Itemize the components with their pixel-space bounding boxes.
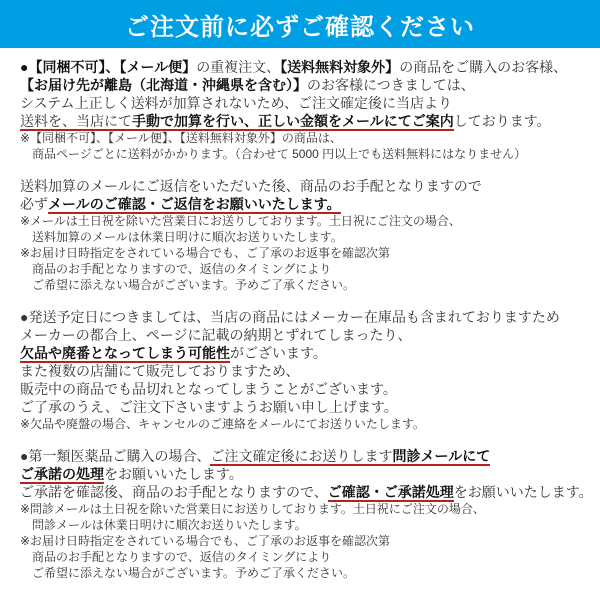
text-segment: ※欠品や廃盤の場合、キャンセルのご連絡をメールにてお送りいたします。	[20, 417, 425, 431]
text-line	[20, 177, 592, 195]
page-title: ご注文前に必ずご確認ください	[125, 13, 475, 41]
text-line	[20, 416, 592, 432]
text-segment: の重複注文、	[196, 59, 281, 75]
text-segment: メーカーの都合上、ページに記載の納期とずれてしまったり、	[20, 327, 412, 343]
text-line	[20, 533, 592, 549]
text-segment: ご承諾の処理	[20, 466, 104, 482]
text-segment: 【送料無料対象外】	[280, 59, 400, 75]
text-line	[20, 344, 592, 362]
text-segment: ご希望に添えない場合がございます。予めご了承ください。	[32, 566, 356, 580]
text-line	[20, 326, 592, 344]
text-segment: 商品のお手配となりますので、返信のタイミングにより	[32, 550, 332, 564]
notice-body	[0, 48, 600, 581]
text-segment: ※お届け日時指定をされている場合でも、ご了承のお返事を確認次第	[20, 534, 391, 548]
text-segment: ※問診メールは土日祝を除いた営業日にお送りしております。土日祝にご注文の場合、	[20, 502, 485, 516]
text-segment: 送料加算のメールにご返信をいただいた後、商品のお手配となりますので	[20, 178, 482, 194]
text-line	[20, 245, 592, 261]
text-segment: 販売中の商品でも品切れとなってしまうことがございます。	[20, 381, 397, 397]
text-segment: システム上正しく送料が加算されないため、ご注文確定後に当店より	[20, 95, 453, 111]
text-line	[20, 465, 592, 483]
notice-section	[20, 447, 592, 581]
text-line	[20, 213, 592, 229]
text-line	[20, 565, 592, 581]
text-line	[20, 549, 592, 565]
page-header	[0, 0, 600, 48]
notice-section	[20, 177, 592, 293]
text-segment: 手動で加算を行い、正しい金額をメールにてご案内	[132, 113, 454, 129]
text-line	[20, 501, 592, 517]
text-segment: 商品のお手配となりますので、返信のタイミングにより	[32, 262, 332, 276]
text-segment: をお願いいたします。	[104, 466, 243, 482]
text-segment: 送料加算のメールは休業日明けに順次お送りいたします。	[32, 230, 343, 244]
text-segment: ※メールは土日祝を除いた営業日にお送りしております。土日祝にご注文の場合、	[20, 214, 461, 228]
text-segment: 問診メールは休業日明けに順次お送りいたします。	[32, 518, 307, 532]
text-segment: ご承諾を確認後、商品のお手配となりますので、	[20, 484, 328, 500]
text-segment: 必ず	[20, 196, 48, 212]
text-segment: ●【同梱不可】、【メール便】	[20, 59, 197, 75]
text-line	[20, 195, 592, 213]
text-segment: しております。	[453, 113, 551, 129]
text-line	[20, 130, 592, 146]
text-line	[20, 261, 592, 277]
text-line	[20, 112, 592, 130]
text-line	[20, 483, 592, 501]
text-segment: 商品ページごとに送料がかかります。（合わせて 5000 円以上でも送料無料にはなりません）	[32, 147, 527, 161]
notice-section	[20, 58, 592, 162]
text-segment: また複数の店舗にて販売しておりますため、	[20, 363, 300, 379]
text-segment: ご希望に添えない場合がございます。予めご了承ください。	[32, 278, 356, 292]
text-segment: ●発送予定日につきましては、当店の商品にはメーカー在庫品も含まれておりますため	[20, 309, 560, 325]
text-line	[20, 76, 592, 94]
text-segment: の商品をご購入のお客様、	[399, 59, 568, 75]
text-segment: ご注文確定後にお送りします	[210, 448, 393, 464]
text-line	[20, 58, 592, 76]
text-line	[20, 398, 592, 416]
text-segment: ●第一類医薬品ご購入の場合、	[20, 448, 211, 464]
text-line	[20, 517, 592, 533]
text-segment: ご確認・ご承諾処理	[327, 484, 454, 500]
text-segment: 欠品や廃番となってしまう可能性	[20, 345, 230, 361]
text-segment: ご了承のうえ、ご注文下さいますようお願い申し上げます。	[20, 399, 398, 415]
notice-section	[20, 308, 592, 432]
text-segment: メールのご確認・ご返信をお願いいたします。	[48, 196, 341, 212]
text-segment: 送料を、当店にて	[20, 113, 132, 129]
text-segment: 【お届け先が離島（北海道・沖縄県を含む）】	[20, 77, 307, 93]
text-line	[20, 229, 592, 245]
text-line	[20, 308, 592, 326]
text-segment: のお客様につきましては、	[307, 77, 475, 93]
text-segment: ※お届け日時指定をされている場合でも、ご了承のお返事を確認次第	[20, 246, 391, 260]
text-segment: がございます。	[230, 345, 327, 361]
text-line	[20, 362, 592, 380]
text-line	[20, 447, 592, 465]
text-segment: をお願いいたします。	[453, 484, 593, 500]
text-line	[20, 146, 592, 162]
text-segment: ※【同梱不可】、【メール便】、【送料無料対象外】の商品は、	[20, 131, 342, 145]
text-line	[20, 94, 592, 112]
text-segment: 問診メールにて	[392, 448, 491, 464]
text-line	[20, 380, 592, 398]
text-line	[20, 277, 592, 293]
